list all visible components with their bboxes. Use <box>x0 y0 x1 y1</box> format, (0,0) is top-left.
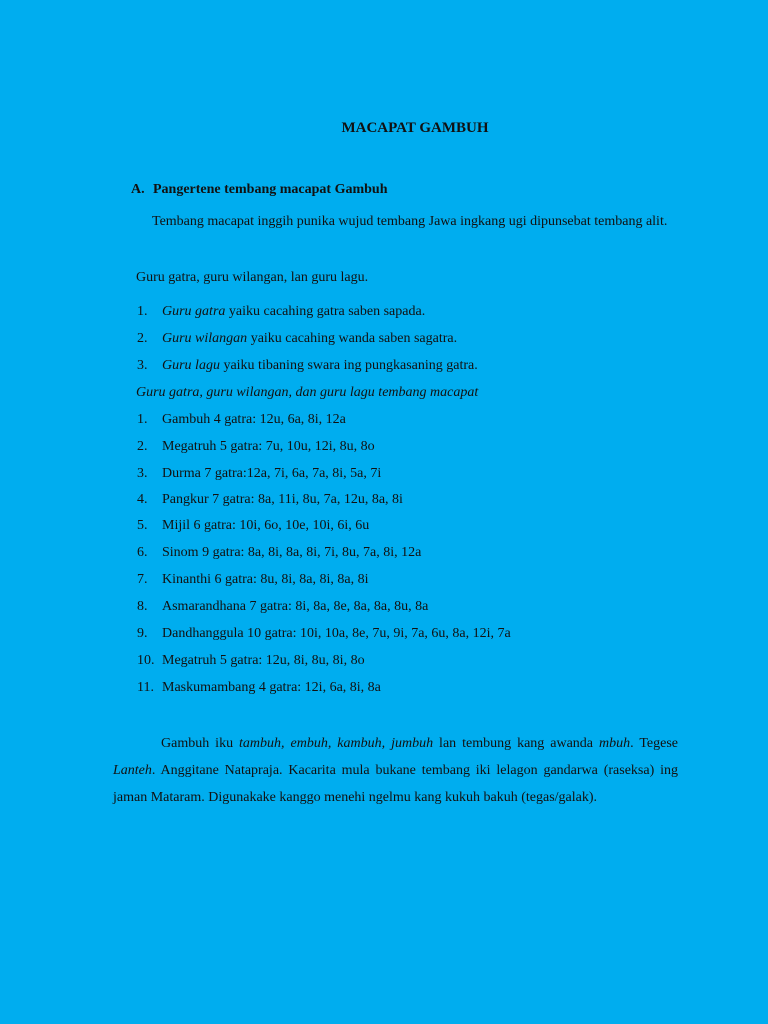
document-page: MACAPAT GAMBUH A. Pangertene tembang macapat Gambuh Tembang macapat inggih punika wujud tembang Jawa ingkang ugi dipunsebat tembang alit. Guru gatra, guru wilangan, lan guru lagu. 1. Guru gatra yaiku cacahing gatra saben sapada. 2. Guru wilangan yaiku cacahing wanda saben sagatra. 3. Guru lagu yaiku tibaning swara ing pungkasaning gatra. Guru gatra, guru wilangan, dan guru lagu tembang macapat 1. Gambuh 4 gatra: 12u, 6a, 8i, 12a 2. Megatruh 5 gatra: 7u, 10u, 12i, 8u, 8o 3. Durma 7 gatra:12a, 7i, 6a, 7a, 8i, 5a, 7i 4. Pangkur 7 gatra: 8a, 11i, 8u, 7a, 12u, 8a, 8i 5. Mijil 6 gatra: 10i, 6o, 10e, 10i, 6i, 6u 6. Sinom 9 gatra: 8a, 8i, 8a, 8i, 7i, 8u, 7a, 8i, 12a 7. Kinanthi 6 gatra: 8u, 8i, 8a, 8i, 8a, 8i 8. Asmarandhana 7 gatra: 8i, 8a, 8e, 8a, 8a, 8u, 8a 9. Dandhanggula 10 gatra: 10i, 10a, 8e, 7u, 9i, 7a, 6u, 8a, 12i, 7a 10. Megatruh 5 gatra: 12u, 8i, 8u, 8i, 8o 11. Maskumambang 4 gatra: 12i, 6a, 8i, 8a Gambuh iku tambuh, embuh, kambuh, jumbuh lan tembung kang awanda mbuh. Tegese Lanteh. Anggitane Natapraja. Kacarita mula bukane tembang iki lelagon gandarwa (raseksa) ing jaman Mataram. Digunakake kanggo menehi ngelmu kang kukuh bakuh (tegas/galak). <box>0 0 768 1024</box>
section-heading-text: Pangertene tembang macapat Gambuh <box>153 182 388 197</box>
guru-line: Guru gatra, guru wilangan, lan guru lagu. <box>136 270 369 285</box>
page-title: MACAPAT GAMBUH <box>341 120 489 136</box>
gambuh-paragraph: Gambuh iku tambuh, embuh, kambuh, jumbuh lan tembung kang awanda mbuh. Tegese Lanteh. Anggitane Natapraja. Kacarita mula bukane tembang iki lelagon gandarwa (raseksa) ing jaman Mataram. Digunakake kanggo menehi ngelmu kang kukuh bakuh (tegas/galak). <box>113 736 679 805</box>
section-letter: A. <box>131 182 145 197</box>
section-heading <box>131 182 388 198</box>
section-paragraph: Tembang macapat inggih punika wujud tembang Jawa ingkang ugi dipunsebat tembang alit. <box>152 214 668 229</box>
subheading: Guru gatra, guru wilangan, dan guru lagu tembang macapat <box>136 385 479 400</box>
